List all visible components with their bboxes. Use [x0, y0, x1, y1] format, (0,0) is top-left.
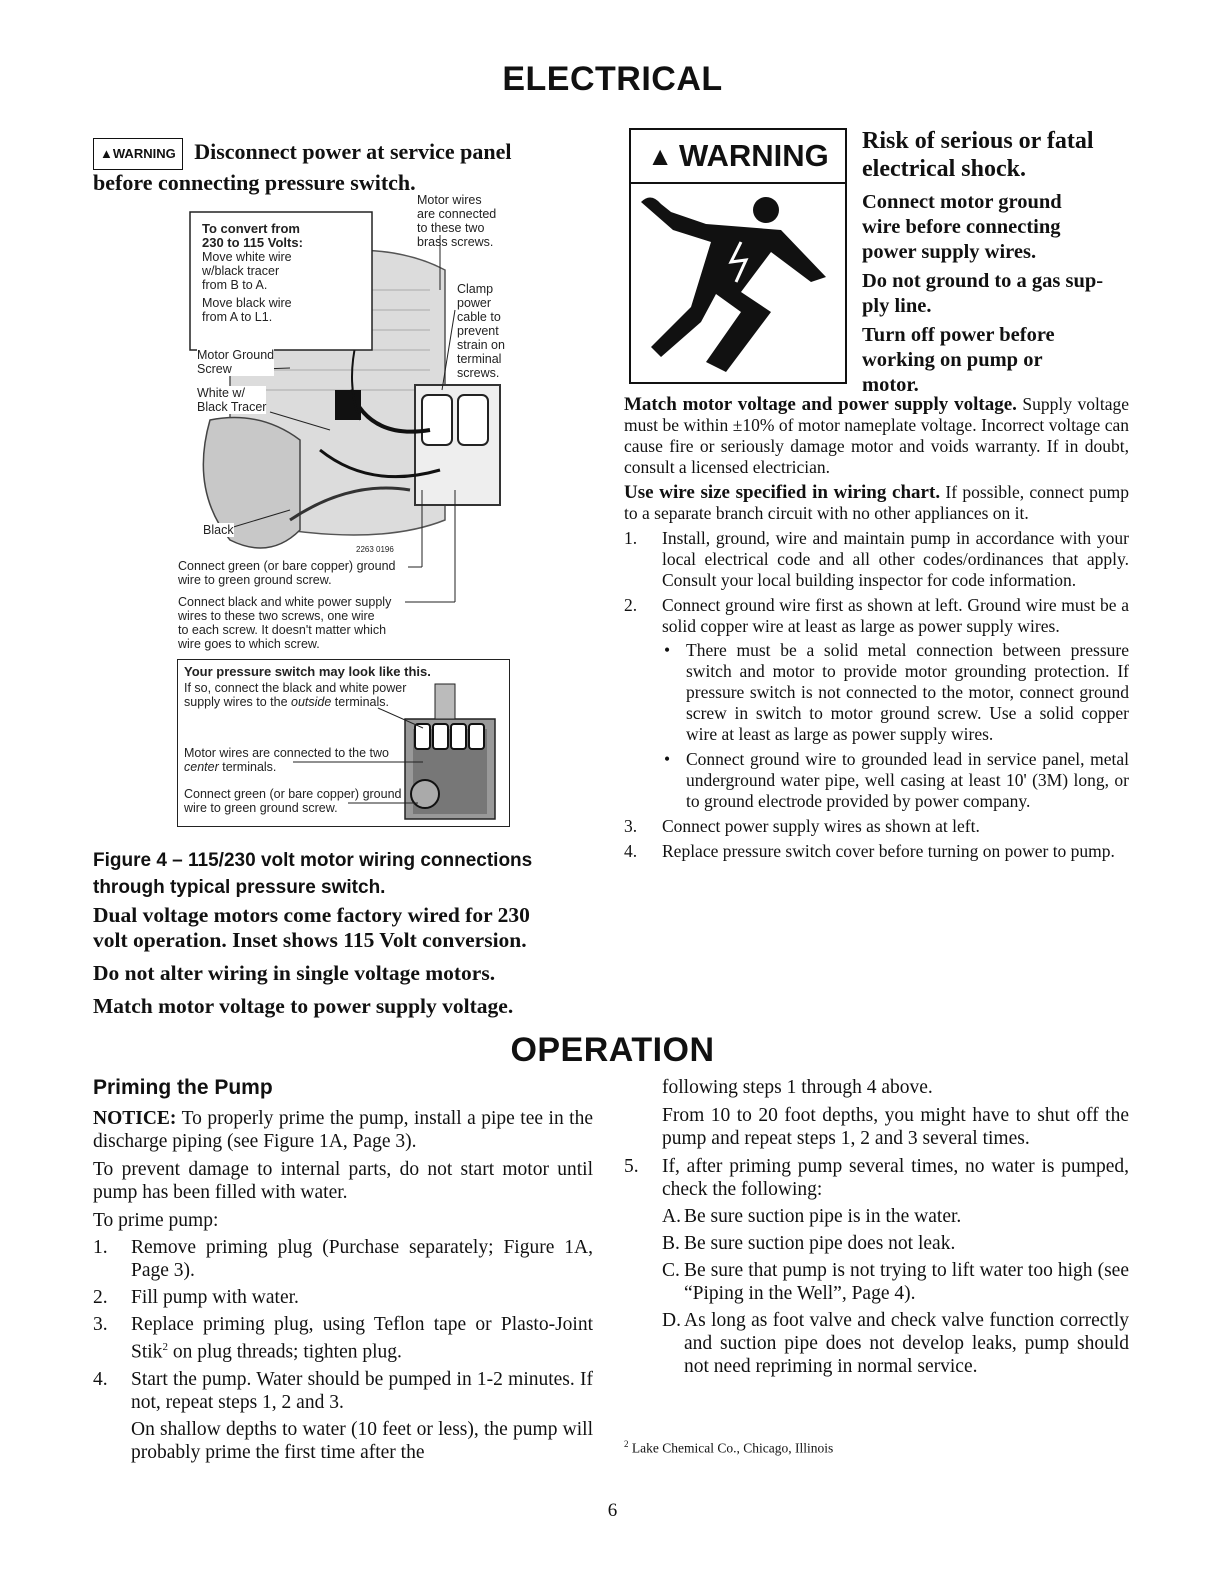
priming-heading: Priming the Pump — [93, 1076, 273, 1099]
footnote: $^2$ Lake Chemical Co., Chicago, Illinois — [624, 1439, 834, 1456]
list-item: 5. If, after priming pump several times, no water is pumped, check the following: A. Be sure suction pipe is in the water. B. Be sure suction pipe does not leak. C. Be sure that pump is not trying to lift water too high (see “Piping in the Well”, Page 4). D. As long as foot valve and check valve function correctly and suction pipe does not develop leaks, pump should not need repriming in normal service. — [624, 1156, 1129, 1377]
left-warning: ▲WARNING Disconnect power at service panel before connecting pressure switch. — [93, 139, 512, 195]
list-item: 4. Start the pump. Water should be pumped in 1-2 minutes. If not, repeat steps 1, 2 and 3. On shallow depths to water (10 feet or less), the pump will probably prime the first time after the — [93, 1368, 593, 1463]
list-item: C. Be sure that pump is not trying to lift water too high (see “Piping in the Well”, Page 4). — [662, 1260, 1129, 1304]
list-item: 4. Replace pressure switch cover before turning on power to pump. — [624, 841, 1115, 861]
priming-continued: following steps 1 through 4 above. From 10 to 20 foot depths, you might have to shut off the pump and repeat steps 1, 2 and 3 several times. 5. If, after priming pump several times, no water is pumped, check the following: A. Be sure suction pipe is in the water. B. Be sure suction pipe does not leak. C. Be sure that pump is not trying to lift water too high (see “Piping in the Well”, Page 4). D. As long as foot valve and check valve function correctly and suction pipe does not develop leaks, pump should not need repriming in normal service. — [624, 1077, 1129, 1377]
list-item: 2. Connect ground wire first as shown at left. Ground wire must be a solid copper wire at least as large as power supply wires. • There must be a solid metal connection between pressure switch and motor to provide motor grounding protection. If pressure switch is not connected to the motor, connect ground screw in switch to motor ground screw. Use a solid copper wire at least as large as power supply wires. • Connect ground wire to grounded lead in service panel, metal underground water pipe, well casing at least 10' (3M) long, or to ground electrode provided by power company. — [624, 595, 1129, 811]
operation-heading: OPERATION — [510, 1031, 715, 1069]
electric-shock-warning: ▲ WARNING — [629, 128, 847, 384]
list-item: 1. Install, ground, wire and maintain pump in accordance with your local electrical code and all other codes/ordinances that apply. Consult your local building inspector for code information. — [624, 528, 1129, 590]
list-item: 2. Fill pump with water. — [93, 1287, 299, 1308]
inset-box: Your pressure switch may look like this. If so, connect the black and white power supply wires to the outside terminals. Motor wires are connected to the two center terminals. Connect green (or bare copper) ground wire to green ground screw. — [177, 659, 510, 827]
electrical-heading: ELECTRICAL — [502, 60, 723, 98]
electrical-instructions: Match motor voltage and power supply voltage. Supply voltage must be within ±10% of motor nameplate voltage. Incorrect voltage can cause fire or seriously damage motor and voids warranty. If in doubt, consult a licensed electrician. Use wire size specified in wiring chart. If possible, connect pump to a separate branch circuit with no other appliances on it. 1. Install, ground, wire and maintain pump in accordance with your local electrical code and all other codes/ordinances that apply. Consult your local building inspector for code information. 2. Connect ground wire first as shown at left. Ground wire must be a solid copper wire at least as large as power supply wires. • There must be a solid metal connection between pressure switch and motor to provide motor grounding protection. If pressure switch is not connected to the motor, connect ground screw in switch to motor ground screw. Use a solid copper wire at least as large as power supply wires. • Connect ground wire to grounded lead in service panel, metal underground water pipe, well casing at least 10' (3M) long, or to ground electrode provided by power company. 3. Connect power supply wires as shown at left. 4. Replace pressure switch cover before turning on power to pump. — [624, 394, 1129, 861]
warning-triangle-icon: ▲ — [100, 146, 113, 161]
electric-shock-icon — [631, 182, 845, 382]
list-item: 3. Connect power supply wires as shown at left. — [624, 816, 980, 836]
figure-caption: Figure 4 – 115/230 volt motor wiring connections through typical pressure switch. — [93, 850, 533, 898]
list-item: • Connect ground wire to grounded lead in service panel, metal underground water pipe, well casing at least 10' (3M) long, or to ground electrode provided by power company. — [664, 749, 1129, 811]
list-item: D. As long as foot valve and check valve function correctly and suction pipe does not develop leaks, pump should not need repriming in normal service. — [662, 1310, 1129, 1377]
voltage-notes: Dual voltage motors come factory wired for 230 volt operation. Inset shows 115 Volt conversion. Do not alter wiring in single voltage motors. Match motor voltage to power supply voltage. — [93, 903, 530, 1018]
list-item: B. Be sure suction pipe does not leak. — [662, 1233, 956, 1254]
warning-badge: ▲WARNING — [93, 138, 183, 170]
list-item: • There must be a solid metal connection between pressure switch and motor to provide motor grounding protection. If pressure switch is not connected to the motor, connect ground screw in switch to motor ground screw. Use a solid copper wire at least as large as power supply wires. — [664, 640, 1129, 744]
priming-section: Priming the Pump NOTICE: To properly prime the pump, install a pipe tee in the discharge piping (see Figure 1A, Page 3). To prevent damage to internal parts, do not start motor until pump has been filled with water. To prime pump: 1. Remove priming plug (Purchase separately; Figure 1A, Page 3). 2. Fill pump with water. 3. Replace priming plug, using Teflon tape or Plasto-Joint Stik$^2$ on plug threads; tighten plug. 4. Start the pump. Water should be pumped in 1-2 minutes. If not, repeat steps 1, 2 and 3. On shallow depths to water (10 feet or less), the pump will probably prime the first time after the — [93, 1076, 593, 1463]
warning-triangle-icon: ▲ — [647, 140, 673, 171]
page-number: 6 — [607, 1500, 618, 1521]
warning-text: Risk of serious or fatal electrical shock. Connect motor ground wire before connecting power supply wires. Do not ground to a gas sup- ply line. Turn off power before working on pump or motor. — [862, 128, 1104, 396]
list-item: A. Be sure suction pipe is in the water. — [662, 1206, 962, 1227]
list-item: 3. Replace priming plug, using Teflon tape or Plasto-Joint Stik$^2$ on plug threads; tighten plug. — [93, 1314, 593, 1363]
list-item: 1. Remove priming plug (Purchase separately; Figure 1A, Page 3). — [93, 1237, 593, 1281]
wiring-figure: To convert from 230 to 115 Volts: Move white wire w/black tracer from B to A. Move black wire from A to L1. Motor wires are connected to these two brass screws. Clamp power cable to prevent strain on terminal screws. Motor Ground Screw White w/ Black Tracer Black 2263 0196 Connect green (or bare copper) ground wire to green ground screw. Connect black and white power supply wires to these two screws, one wire to each screw. It doesn't matter which wire goes to which screw. — [170, 190, 520, 650]
